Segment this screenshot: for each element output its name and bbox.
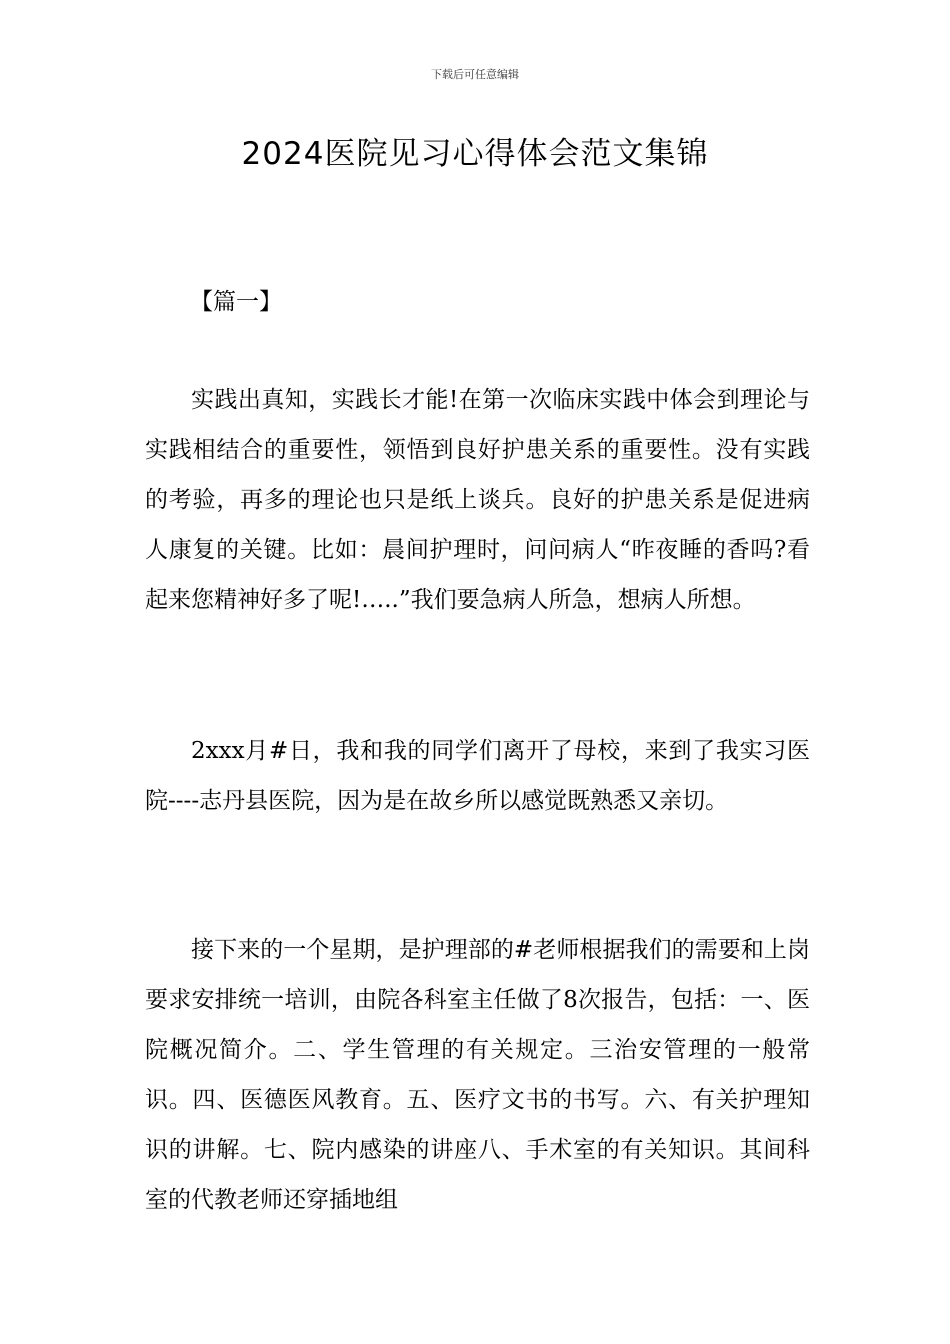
paragraph-3: 接下来的一个星期，是护理部的#老师根据我们的需要和上岗要求安排统一培训，由院各科室主任做了8次报告，包括：一、医院概况简介。二、学生管理的有关规定。三治安管理的一般常识。四、医德医风教育。五、医疗文书的书写。六、有关护理知识的讲解。七、院内感染的讲座八、手术室的有关知识。其间科室的代教老师还穿插地组 [145,937,810,1213]
document-title: 2024医院见习心得体会范文集锦 [241,136,709,172]
section-label: 【篇一】 [190,289,282,315]
paragraph-1: 实践出真知，实践长才能!在第一次临床实践中体会到理论与实践相结合的重要性，领悟到良好护患关系的重要性。没有实践的考验，再多的理论也只是纸上谈兵。良好的护患关系是促进病人康复的关键。比如：晨间护理时，问问病人“昨夜睡的香吗?看起来您精神好多了呢!…..”我们要急病人所急，想病人所想。 [145,387,810,613]
header-note: 下载后可任意编辑 [431,68,519,81]
paragraph-2: 2xxx月#日，我和我的同学们离开了母校，来到了我实习医院----志丹县医院，因为是在故乡所以感觉既熟悉又亲切。 [145,738,810,814]
